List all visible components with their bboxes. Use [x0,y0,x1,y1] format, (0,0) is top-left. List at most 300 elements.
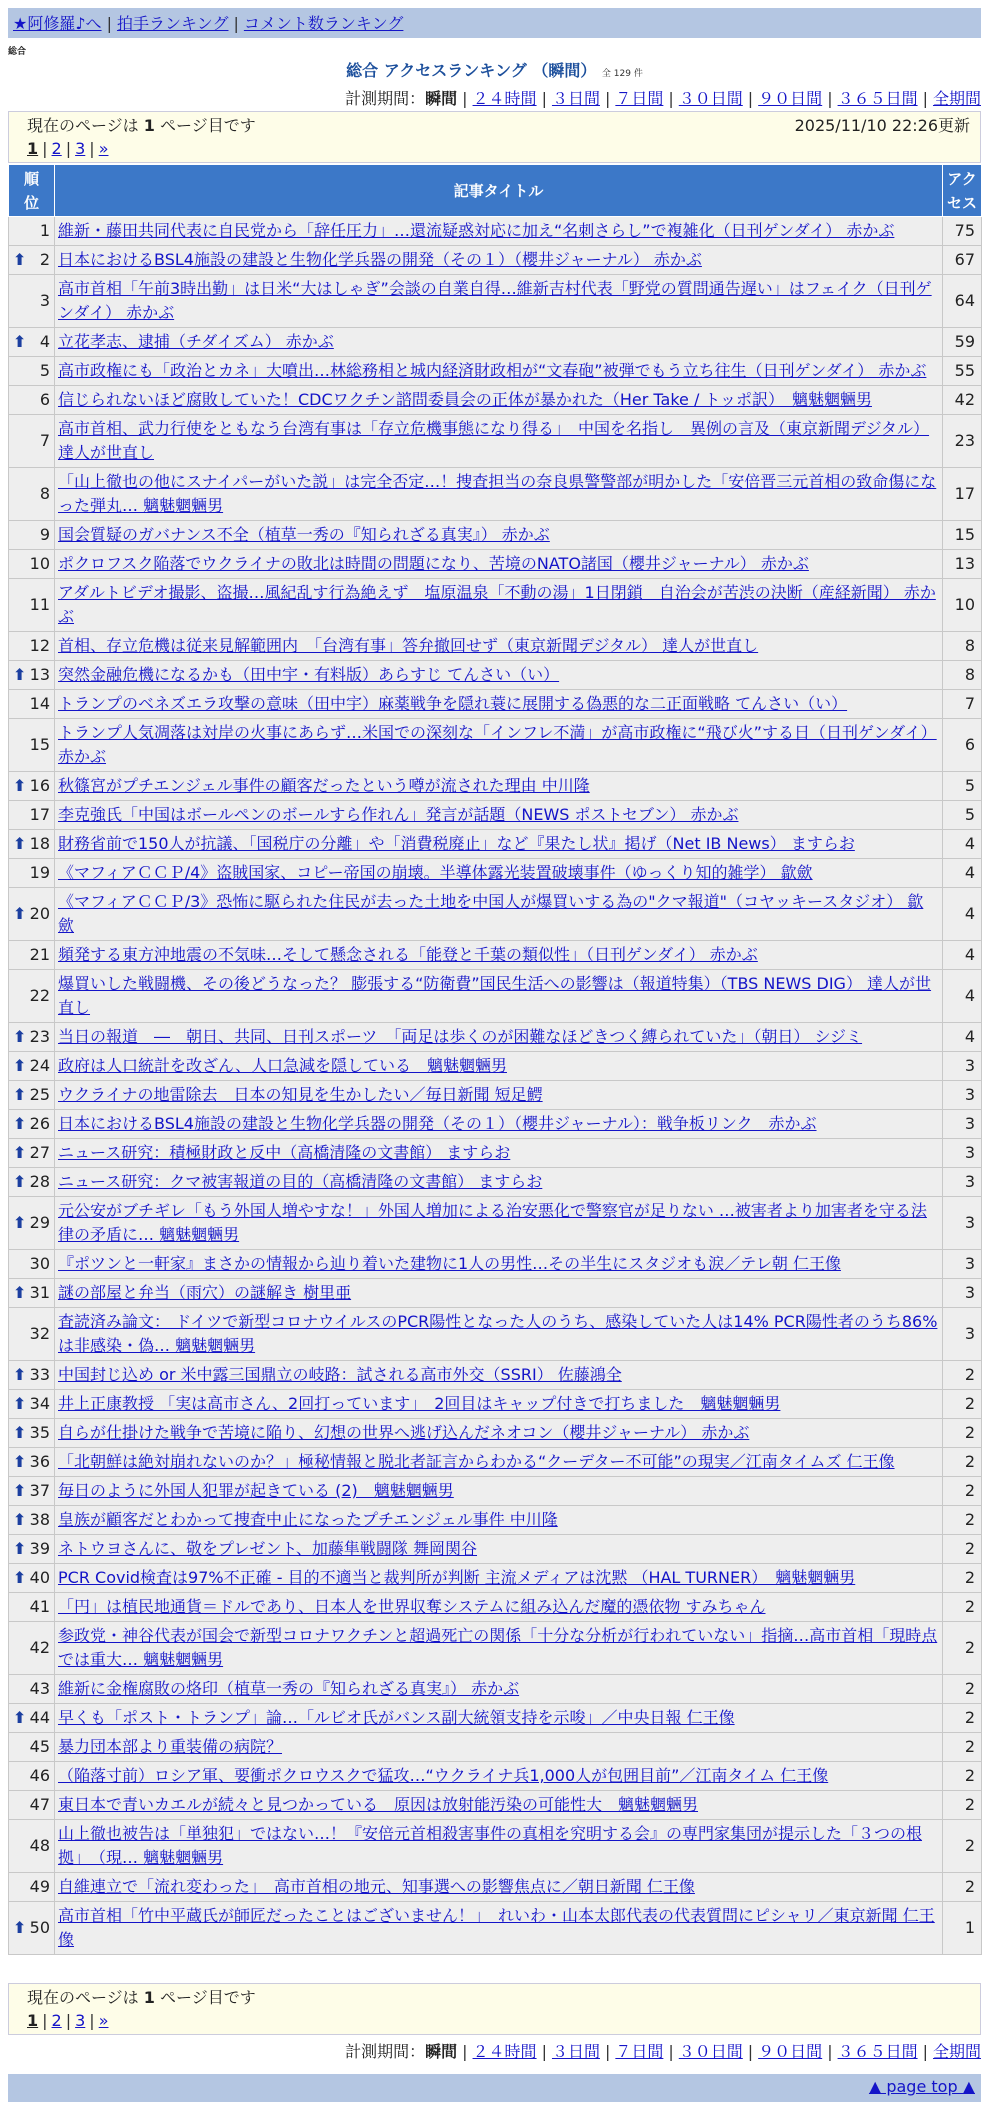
table-row [9,888,982,941]
rank-cell [9,275,55,328]
title-cell [55,1390,943,1419]
article-link[interactable]: 政府は人口統計を改ざん、人口急減を隠している 魑魅魍魎男 [58,1056,507,1075]
title-cell [55,468,943,521]
title-cell [55,888,943,941]
category-label: 総合 [8,47,27,57]
page-link[interactable]: 3 [75,2011,86,2030]
rank-number: 13 [29,665,50,684]
table-row [9,357,982,386]
title-cell [55,415,943,468]
table-row [9,1110,982,1139]
access-count: 2 [943,1704,982,1733]
title-cell [55,217,943,246]
access-count: 6 [943,719,982,772]
title-cell [55,1308,943,1361]
period-link[interactable]: ３０日間 [678,2042,743,2061]
rank-cell [9,801,55,830]
column-header-title: 記事タイトル [55,165,943,217]
period-link[interactable]: ９０日間 [758,2042,823,2061]
article-link[interactable]: 謎の部屋と弁当（雨穴）の謎解き 樹里亜 [58,1283,352,1302]
access-count: 5 [943,801,982,830]
rank-cell [9,888,55,941]
access-count: 1 [943,1902,982,1955]
footer-bar [8,2074,981,2102]
period-separator: | [747,89,754,108]
article-link[interactable]: 東日本で青いカエルが続々と見つかっている 原因は放射能汚染の可能性大 魑魅魍魎男 [58,1795,699,1814]
access-count: 4 [943,970,982,1023]
title-cell [55,579,943,632]
title-cell [55,1023,943,1052]
title-cell [55,1168,943,1197]
period-link[interactable]: ９０日間 [758,89,823,108]
access-count: 15 [943,521,982,550]
access-count: 2 [943,1762,982,1791]
column-header-access: アクセス [943,165,982,217]
title-cell [55,1902,943,1955]
article-link[interactable]: 李克強氏「中国はボールペンのボールすら作れん」発言が話題（NEWS ポストセブン） 赤かぶ [58,805,739,824]
access-count: 2 [943,1448,982,1477]
article-link[interactable]: 山上徹也被告は「単独犯」ではない…！『安倍元首相殺害事件の真相を究明する会』の専門家集団が提示した「３つの根拠」 （現… 魑魅魍魎男 [58,1824,923,1867]
rank-number: 8 [39,484,50,503]
access-count: 59 [943,328,982,357]
rank-cell [9,632,55,661]
rank-number: 30 [29,1254,50,1273]
rank-number: 43 [29,1679,50,1698]
article-link[interactable]: 国会質疑のガバナンス不全（植草一秀の『知られざる真実』） 赤かぶ [58,525,550,544]
article-link[interactable]: 立花孝志、逮捕（チダイズム） 赤かぶ [58,332,334,351]
rank-cell [9,661,55,690]
rank-up-arrow-icon: ⬆ [13,1027,27,1046]
period-link[interactable]: 全期間 [932,89,981,108]
article-link[interactable]: 自維連立で「流れ変わった」 高市首相の地元、知事選への影響焦点に／朝日新聞 仁王像 [58,1877,695,1896]
title-cell [55,1477,943,1506]
period-separator: | [922,2042,928,2061]
page-links [27,137,970,160]
title-cell [55,1564,943,1593]
article-link[interactable]: 参政党・神谷代表が国会で新型コロナワクチンと超過死亡の関係「十分な分析が行われていない」指摘…高市首相「現時点では重大… 魑魅魍魎男 [58,1626,938,1669]
rank-up-arrow-icon: ⬆ [13,1056,27,1075]
title-cell [55,1762,943,1791]
table-row [9,1477,982,1506]
article-link[interactable]: ポクロフスク陥落でウクライナの敗北は時間の問題になり、苦境のNATO諸国（櫻井ジャーナル） 赤かぶ [58,554,809,573]
table-row [9,328,982,357]
access-count: 3 [943,1052,982,1081]
title-cell [55,1675,943,1704]
table-row [9,661,982,690]
article-link[interactable]: ニュース研究：積極財政と反中（高橋清隆の文書館） ますらお [58,1143,511,1162]
article-link[interactable]: 暴力団本部より重装備の病院？ [58,1737,283,1756]
rank-cell [9,1564,55,1593]
comment-ranking-link[interactable]: コメント数ランキング [243,14,404,33]
rank-number: 34 [29,1394,50,1413]
table-row [9,521,982,550]
article-link[interactable]: 自らが仕掛けた戦争で苦境に陥り、幻想の世界へ逃げ込んだネオコン（櫻井ジャーナル） 赤かぶ [58,1423,750,1442]
article-link[interactable]: ネトウヨさんに、敬をプレゼント、加藤隼戦闘隊 舞岡関谷 [58,1539,478,1558]
article-link[interactable]: 「円」は植民地通貨＝ドルであり、日本人を世界収奪システムに組み込んだ魔的憑依物 すみちゃん [58,1597,766,1616]
top-navigation-bar [8,8,981,38]
table-row [9,1448,982,1477]
rank-number: 31 [29,1283,50,1302]
period-link[interactable]: ３６５日間 [837,89,918,108]
page-link[interactable]: 3 [75,139,86,158]
rank-number: 26 [29,1114,50,1133]
rank-number: 4 [39,332,50,351]
access-count: 2 [943,1733,982,1762]
next-page-link[interactable]: » [98,139,109,158]
article-link[interactable]: アダルトビデオ撮影、盗撮…風紀乱す行為絶えず 塩原温泉「不動の湯」1日閉鎖 自治会が苦渋の決断（産経新聞） 赤かぶ [58,583,936,626]
rank-number: 17 [29,805,50,824]
article-link[interactable]: ニュース研究：クマ被害報道の目的（高橋清隆の文書館） ますらお [58,1172,543,1191]
period-separator: | [541,89,547,108]
rank-cell [9,1622,55,1675]
rank-number: 48 [29,1836,50,1855]
table-row [9,801,982,830]
access-count: 67 [943,246,982,275]
rank-cell [9,1593,55,1622]
article-link[interactable]: （陥落寸前）ロシア軍、要衝ポクロウスクで猛攻…“ウクライナ兵1,000人が包囲目前”／江南タイム 仁王像 [58,1766,829,1785]
article-link[interactable]: 「北朝鮮は絶対崩れないのか？」極秘情報と脱北者証言からわかる“クーデター不可能”の現実／江南タイムズ 仁王像 [58,1452,895,1471]
rank-number: 2 [39,250,50,269]
rank-up-arrow-icon: ⬆ [13,1510,27,1529]
rank-cell [9,386,55,415]
access-count: 8 [943,661,982,690]
rank-number: 45 [29,1737,50,1756]
period-link[interactable]: ２４時間 [472,89,537,108]
rank-cell [9,1250,55,1279]
ranking-table [8,164,982,1955]
article-link[interactable]: 『ポツンと一軒家』まさかの情報から辿り着いた建物に1人の男性…その半生にスタジオも涙／テレ朝 仁王像 [58,1254,841,1273]
period-separator: | [747,2042,754,2061]
access-count: 2 [943,1675,982,1704]
table-row [9,859,982,888]
article-link[interactable]: 《マフィアＣＣＰ/4》盗賊国家、コピー帝国の崩壊。半導体露光装置破壊事件（ゆっくり知的雑学） 歙歛 [58,863,813,882]
rank-number: 23 [29,1027,50,1046]
article-link[interactable]: 毎日のように外国人犯罪が起きている (2) 魑魅魍魎男 [58,1481,454,1500]
article-link[interactable]: 高市首相「竹中平蔵氏が師匠だったことはございません！」 れいわ・山本太郎代表の代表質問にピシャリ／東京新聞 仁王像 [58,1906,935,1949]
access-count: 75 [943,217,982,246]
table-row [9,1902,982,1955]
access-count: 17 [943,468,982,521]
rank-cell [9,719,55,772]
article-link[interactable]: 信じられないほど腐敗していた！CDCワクチン諮問委員会の正体が暴かれた（Her Take / トッポ訳） 魑魅魍魎男 [58,390,872,409]
table-row [9,1873,982,1902]
article-link[interactable]: 早くも「ポスト・トランプ」論…「ルビオ氏がバンス副大統領支持を示唆」／中央日報 仁王像 [58,1708,735,1727]
table-row [9,1820,982,1873]
page-separator: | [89,139,95,158]
title-cell [55,1506,943,1535]
period-selector-top [345,86,981,109]
rank-cell [9,1052,55,1081]
title-cell [55,1593,943,1622]
period-separator: | [462,89,468,108]
rank-number: 11 [29,595,50,614]
rank-cell [9,1110,55,1139]
rank-cell [9,772,55,801]
home-link[interactable]: ★阿修羅♪へ [13,14,102,33]
access-count: 7 [943,690,982,719]
title-cell [55,1791,943,1820]
article-link[interactable]: 維新・藤田共同代表に自民党から「辞任圧力」…還流疑惑対応に加え“名刺さらし”で複雑化（日刊ゲンダイ） 赤かぶ [58,221,895,240]
article-link[interactable]: トランプのベネズエラ攻撃の意味（田中宇）麻薬戦争を隠れ蓑に展開する偽悪的な二正面戦略 てんさい（い） [58,694,848,713]
rank-number: 20 [29,904,50,923]
title-cell [55,859,943,888]
article-link[interactable]: 日本におけるBSL4施設の建設と生物化学兵器の開発（その１）（櫻井ジャーナル） 赤かぶ [58,250,702,269]
pager-info: 現在のページは 1 ページ目です [27,116,256,135]
rank-up-arrow-icon: ⬆ [13,1114,27,1133]
table-row [9,579,982,632]
clap-ranking-link[interactable]: 拍手ランキング [116,14,229,33]
rank-number: 36 [29,1452,50,1471]
rank-number: 39 [29,1539,50,1558]
access-count: 2 [943,1419,982,1448]
item-count: 全 129 件 [601,69,643,79]
page-separator: | [65,2011,72,2030]
access-count: 2 [943,1820,982,1873]
access-count: 2 [943,1477,982,1506]
table-row [9,1168,982,1197]
rank-cell [9,1390,55,1419]
rank-up-arrow-icon: ⬆ [13,834,27,853]
title-cell [55,970,943,1023]
access-count: 3 [943,1139,982,1168]
rank-number: 18 [29,834,50,853]
title-cell [55,1361,943,1390]
article-link[interactable]: 井上正康教授 「実は高市さん、2回打っています」 2回目はキャップ付きで打ちました 魑魅魍魎男 [58,1394,781,1413]
rank-up-arrow-icon: ⬆ [13,1452,27,1471]
rank-up-arrow-icon: ⬆ [13,904,27,923]
page-link[interactable]: 2 [51,139,62,158]
access-count: 3 [943,1250,982,1279]
rank-cell [9,1308,55,1361]
rank-number: 40 [29,1568,50,1587]
rank-cell [9,1197,55,1250]
access-count: 2 [943,1791,982,1820]
rank-cell [9,1168,55,1197]
table-row [9,1762,982,1791]
rank-up-arrow-icon: ⬆ [13,1365,27,1384]
table-row [9,275,982,328]
rank-up-arrow-icon: ⬆ [13,1568,27,1587]
period-separator: | [604,2042,611,2061]
period-separator: | [668,2042,674,2061]
article-link[interactable]: 《マフィアＣＣＰ/3》恐怖に駆られた住民が去った土地を中国人が爆買いする為の"クマ報道"（コヤッキースタジオ） 歙歛 [58,892,924,935]
rank-cell [9,1733,55,1762]
period-separator: | [922,89,928,108]
period-link[interactable]: ３０日間 [678,89,743,108]
period-link[interactable]: ３６５日間 [837,2042,918,2061]
rank-number: 35 [29,1423,50,1442]
rank-cell [9,1873,55,1902]
rank-cell [9,1419,55,1448]
access-count: 3 [943,1168,982,1197]
article-link[interactable]: 突然金融危機になるかも（田中宇・有料版）あらすじ てんさい（い） [58,665,560,684]
table-row [9,1704,982,1733]
access-count: 2 [943,1873,982,1902]
table-row [9,1791,982,1820]
title-cell [55,275,943,328]
rank-up-arrow-icon: ⬆ [13,1918,27,1937]
table-row [9,386,982,415]
table-row [9,1361,982,1390]
page-link[interactable]: 2 [51,2011,62,2030]
rank-up-arrow-icon: ⬆ [13,250,27,269]
table-row [9,1308,982,1361]
table-row [9,550,982,579]
table-row [9,830,982,859]
rank-number: 47 [29,1795,50,1814]
next-page-link[interactable]: » [98,2011,109,2030]
rank-cell [9,1762,55,1791]
access-count: 2 [943,1390,982,1419]
article-link[interactable]: 「山上徹也の他にスナイパーがいた説」は完全否定…！捜査担当の奈良県警警部が明かした「安倍晋三元首相の致命傷になった弾丸… 魑魅魍魎男 [58,472,937,515]
period-link[interactable]: ７日間 [615,2042,664,2061]
period-link[interactable]: ２４時間 [472,2042,537,2061]
article-link[interactable]: 当日の報道 ― 朝日、共同、日刊スポーツ 「両足は歩くのが困難なほどきつく縛られていた」（朝日） シジミ [58,1027,863,1046]
title-cell [55,690,943,719]
table-row [9,468,982,521]
period-link[interactable]: 全期間 [932,2042,981,2061]
page-separator: | [42,139,48,158]
page-current: 1 [27,139,39,158]
rank-cell [9,941,55,970]
access-count: 4 [943,830,982,859]
period-separator: | [541,2042,547,2061]
access-count: 2 [943,1361,982,1390]
title-cell [55,661,943,690]
article-link[interactable]: 首相、存立危機は従来見解範囲内 「台湾有事」答弁撤回せず（東京新聞デジタル） 達人が世直し [58,636,759,655]
rank-number: 16 [29,776,50,795]
table-row [9,415,982,468]
access-count: 2 [943,1622,982,1675]
title-cell [55,246,943,275]
page-title-text: 総合 アクセスランキング （瞬間） [346,61,597,80]
rank-up-arrow-icon: ⬆ [13,1423,27,1442]
article-link[interactable]: ウクライナの地雷除去 日本の知見を生かしたい／毎日新聞 短足鰐 [58,1085,543,1104]
rank-number: 19 [29,863,50,882]
rank-cell [9,690,55,719]
access-count: 4 [943,941,982,970]
period-separator: | [668,89,674,108]
rank-number: 3 [39,291,50,310]
rank-cell [9,1704,55,1733]
rank-cell [9,579,55,632]
access-count: 3 [943,1110,982,1139]
title-cell [55,719,943,772]
rank-cell [9,550,55,579]
page-separator: | [65,139,72,158]
period-link[interactable]: ７日間 [615,89,664,108]
access-count: 4 [943,859,982,888]
title-cell [55,1110,943,1139]
page-separator: | [42,2011,48,2030]
rank-number: 21 [29,945,50,964]
rank-number: 22 [29,986,50,1005]
period-current: 瞬間 [425,89,458,108]
article-link[interactable]: 爆買いした戦闘機、その後どうなった？ 膨張する“防衛費”国民生活への影響は（報道特集）（TBS NEWS DIG） 達人が世直し [58,974,932,1017]
rank-number: 42 [29,1638,50,1657]
access-count: 3 [943,1197,982,1250]
access-count: 2 [943,1535,982,1564]
rank-number: 14 [29,694,50,713]
period-label: 計測期間： [345,2042,426,2061]
title-cell [55,550,943,579]
title-cell [55,632,943,661]
table-row [9,1250,982,1279]
title-cell [55,1052,943,1081]
rank-number: 50 [29,1918,50,1937]
article-link[interactable]: 財務省前で150人が抗議、「国税庁の分離」や「消費税廃止」など『果たし状』掲げ（Net IB News） ますらお [58,834,855,853]
rank-cell [9,1477,55,1506]
article-link[interactable]: トランプ人気凋落は対岸の火事にあらず…米国での深刻な「インフレ不満」が高市政権に“飛び火”する日（日刊ゲンダイ） 赤かぶ [58,723,937,766]
article-link[interactable]: 中国封じ込め or 米中露三国鼎立の岐路：試される高市外交（SSRI） 佐藤鴻全 [58,1365,622,1384]
table-row [9,1733,982,1762]
nav-separator: | [106,14,112,33]
rank-up-arrow-icon: ⬆ [13,1213,27,1232]
access-count: 5 [943,772,982,801]
rank-number: 37 [29,1481,50,1500]
access-count: 64 [943,275,982,328]
table-row [9,1081,982,1110]
title-cell [55,1704,943,1733]
page-top-link[interactable]: ▲ page top ▲ [868,2077,975,2096]
article-link[interactable]: 秋篠宮がプチエンジェル事件の顧客だったという噂が流された理由 中川隆 [58,776,590,795]
period-link[interactable]: ３日間 [551,2042,600,2061]
rank-cell [9,1535,55,1564]
article-link[interactable]: 日本におけるBSL4施設の建設と生物化学兵器の開発（その１）（櫻井ジャーナル）：戦争板リンク 赤かぶ [58,1114,817,1133]
article-link[interactable]: 維新に金権腐敗の烙印（植草一秀の『知られざる真実』） 赤かぶ [58,1679,520,1698]
rank-up-arrow-icon: ⬆ [13,1708,27,1727]
period-link[interactable]: ３日間 [551,89,600,108]
article-link[interactable]: 高市政権にも「政治とカネ」大噴出…林総務相と城内経済財政相が“文春砲”被弾でもう立ち往生（日刊ゲンダイ） 赤かぶ [58,361,927,380]
article-link[interactable]: 高市首相「午前3時出勤」は日米“大はしゃぎ”会談の自業自得…維新吉村代表「野党の質問通告遅い」はフェイク（日刊ゲンダイ） 赤かぶ [58,279,932,322]
rank-cell [9,328,55,357]
article-link[interactable]: 元公安がブチギレ「もう外国人増やすな！」外国人増加による治安悪化で警察官が足りない …被害者より加害者を守る法律の矛盾に… 魑魅魍魎男 [58,1201,927,1244]
table-row [9,632,982,661]
rank-cell [9,1279,55,1308]
rank-cell [9,415,55,468]
table-row [9,719,982,772]
table-row [9,1564,982,1593]
rank-cell [9,859,55,888]
rank-cell [9,970,55,1023]
article-link[interactable]: 頻発する東方沖地震の不気味…そして懸念される「能登と千葉の類似性」（日刊ゲンダイ） 赤かぶ [58,945,758,964]
rank-up-arrow-icon: ⬆ [13,1085,27,1104]
page-separator: | [89,2011,95,2030]
table-row [9,1506,982,1535]
table-row [9,1419,982,1448]
article-link[interactable]: 高市首相、武力行使をともなう台湾有事は「存立危機事態になり得る」 中国を名指し 異例の言及（東京新聞デジタル） 達人が世直し [58,419,930,462]
title-cell [55,1820,943,1873]
access-count: 55 [943,357,982,386]
access-count: 8 [943,632,982,661]
table-row [9,1390,982,1419]
rank-number: 49 [29,1877,50,1896]
article-link[interactable]: 皇族が顧客だとわかって捜査中止になったプチエンジェル事件 中川隆 [58,1510,558,1529]
rank-cell [9,521,55,550]
table-row [9,1023,982,1052]
article-link[interactable]: PCR Covid検査は97%不正確 - 目的不適当と裁判所が判断 主流メディアは沈黙 （HAL TURNER） 魑魅魍魎男 [58,1568,856,1587]
access-count: 2 [943,1506,982,1535]
table-row [9,690,982,719]
rank-number: 6 [39,390,50,409]
title-cell [55,386,943,415]
pager-info: 現在のページは 1 ページ目です [27,1988,256,2007]
title-cell [55,772,943,801]
rank-number: 7 [39,431,50,450]
access-count: 3 [943,1081,982,1110]
rank-up-arrow-icon: ⬆ [13,1172,27,1191]
article-link[interactable]: 査読済み論文： ドイツで新型コロナウイルスのPCR陽性となった人のうち、感染していた人は14% PCR陽性者のうち86%は非感染・偽… 魑魅魍魎男 [58,1312,938,1355]
